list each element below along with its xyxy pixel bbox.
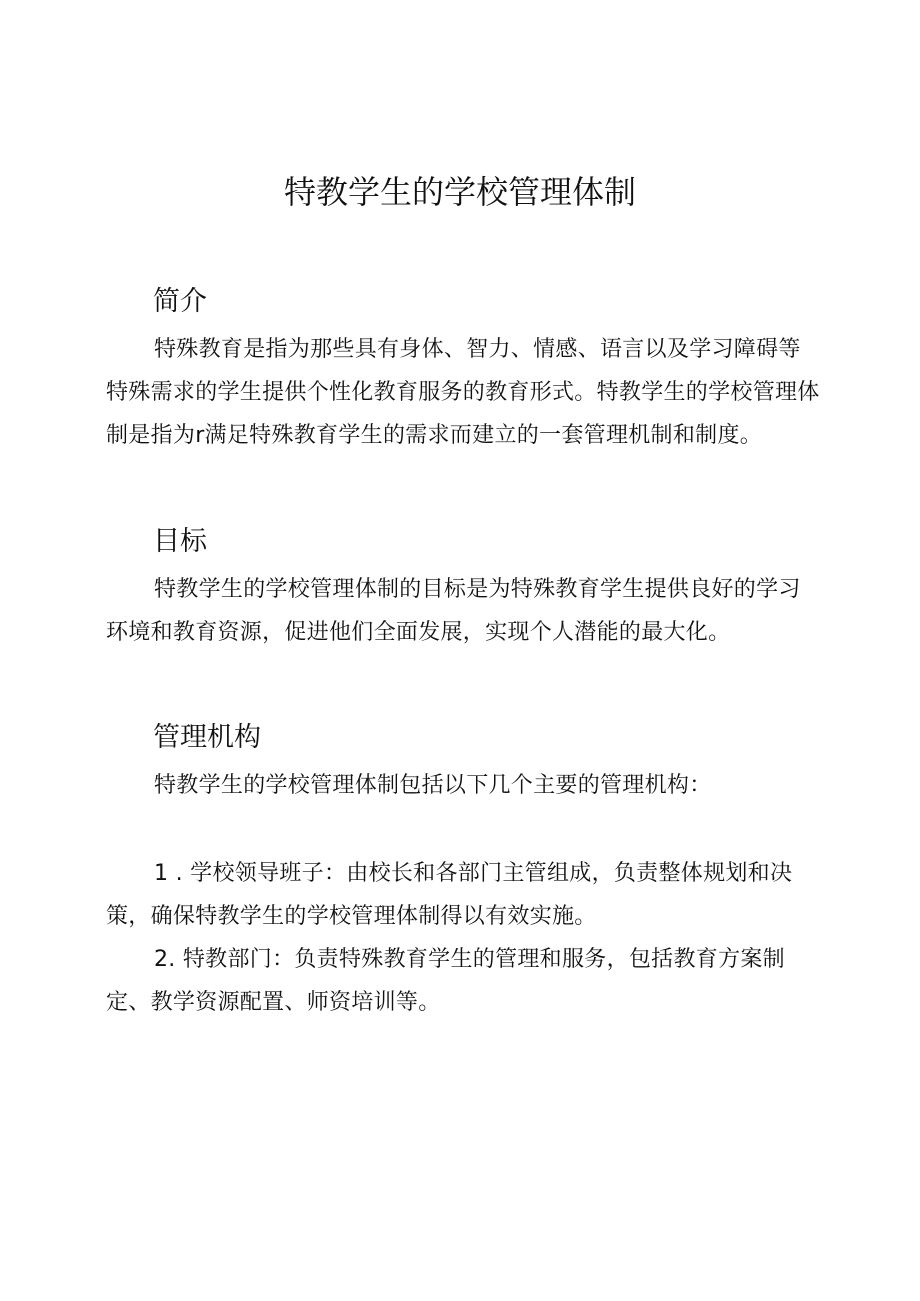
paragraph-intro: 特殊教育是指为那些具有身体、智力、情感、语言以及学习障碍等特殊需求的学生提供个性化教育服务的教育形式。特教学生的学校管理体制是指为r满足特殊教育学生的需求而建立的一套管理机制和制度。 [106,337,820,448]
paragraph-goal: 特教学生的学校管理体制的目标是为特殊教育学生提供良好的学习环境和教育资源，促进他们全面发展，实现个人潜能的最大化。 [106,577,801,645]
paragraph-management: 特教学生的学校管理体制包括以下几个主要的管理机构： [154,773,712,798]
section-goal [0,522,920,654]
section-heading-intro: 简介 [153,286,207,317]
section-intro [0,282,920,457]
section-heading-goal: 目标 [153,526,207,557]
list-item-leadership: 1 . 学校领导班子：由校长和各部门主管组成，负责整体规划和决策，确保特教学生的学校管理体制得以有效实施。 [106,861,793,929]
section-heading-management: 管理机构 [153,722,261,753]
document-title: 特教学生的学校管理体制 [283,173,636,211]
list-item-special-ed-dept: 2. 特教部门：负责特殊教育学生的管理和服务，包括教育方案制定、教学资源配置、师资培训等。 [106,947,785,1015]
section-management [0,718,920,1024]
